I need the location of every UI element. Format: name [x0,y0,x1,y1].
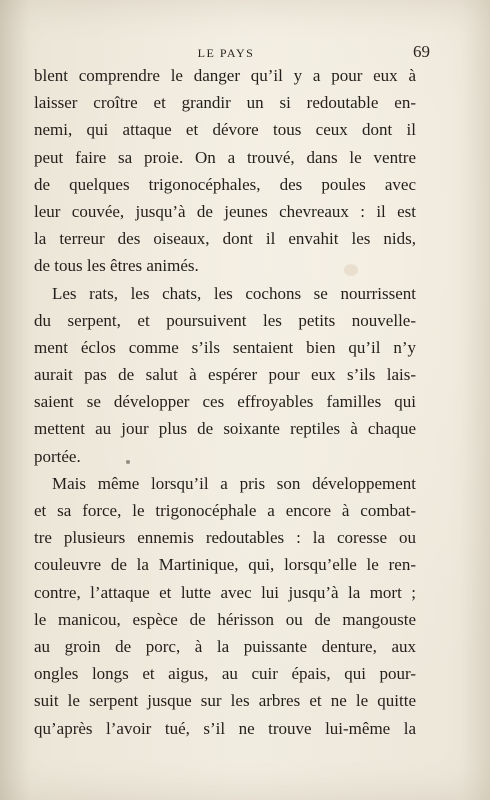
paragraph [34,470,416,742]
text-line: peut faire sa proie. On a trouvé, dans le ventre [34,147,416,167]
text-line: tre plusieurs ennemis redoutables : la coresse ou [34,528,416,548]
paragraph [34,62,416,280]
text-line: aurait pas de salut à espérer pour eux s’ils lais- [34,365,416,385]
text-line: couleuvre de la Martinique, qui, lorsqu’elle le ren- [34,555,416,575]
body-text [34,62,416,742]
text-line: le manicou, espèce de hérisson ou de mangouste [34,609,416,629]
text-line: au groin de porc, à la puissante denture, aux [34,636,416,656]
text-line: nemi, qui attaque et dévore tous ceux dont il [34,120,416,140]
text-line: ongles longs et aigus, au cuir épais, qui pour- [34,664,416,684]
paragraph [34,280,416,470]
text-line: et sa force, le trigonocéphale a encore à combat- [34,501,416,520]
text-line: qu’après l’avoir tué, s’il ne trouve lui-même la [34,718,416,738]
page-number: 69 [413,42,430,61]
text-line: du serpent, et poursuivent les petits nouvelle- [34,310,416,330]
text-line: Les rats, les chats, les cochons se nourrissent [52,283,416,303]
text-line: contre, l’attaque et lutte avec lui jusqu’à la mort ; [34,582,416,602]
text-line: mettent au jour plus de soixante reptiles à chaque [34,419,416,439]
text-line: portée. [34,446,81,466]
text-line: Mais même lorsqu’il a pris son développement [52,473,416,493]
text-line: blent comprendre le danger qu’il y a pour eux à [34,66,416,85]
running-head: LE PAYS [197,46,255,60]
text-line: saient se développer ces effroyables familles qui [34,392,416,412]
page-header [34,40,430,62]
text-line: ment éclos comme s’ils sentaient bien qu’il n’y [34,337,416,357]
text-line: de quelques trigonocéphales, des poules avec [34,174,416,194]
text-line: leur couvée, jusqu’à de jeunes chevreaux : il est [34,201,416,221]
text-line: la terreur des oiseaux, dont il envahit les nids, [34,229,416,249]
text-line: suit le serpent jusque sur les arbres et ne le quitte [34,691,416,711]
text-line: laisser croître et grandir un si redoutable en- [34,93,416,113]
text-line: de tous les êtres animés. [34,256,199,276]
